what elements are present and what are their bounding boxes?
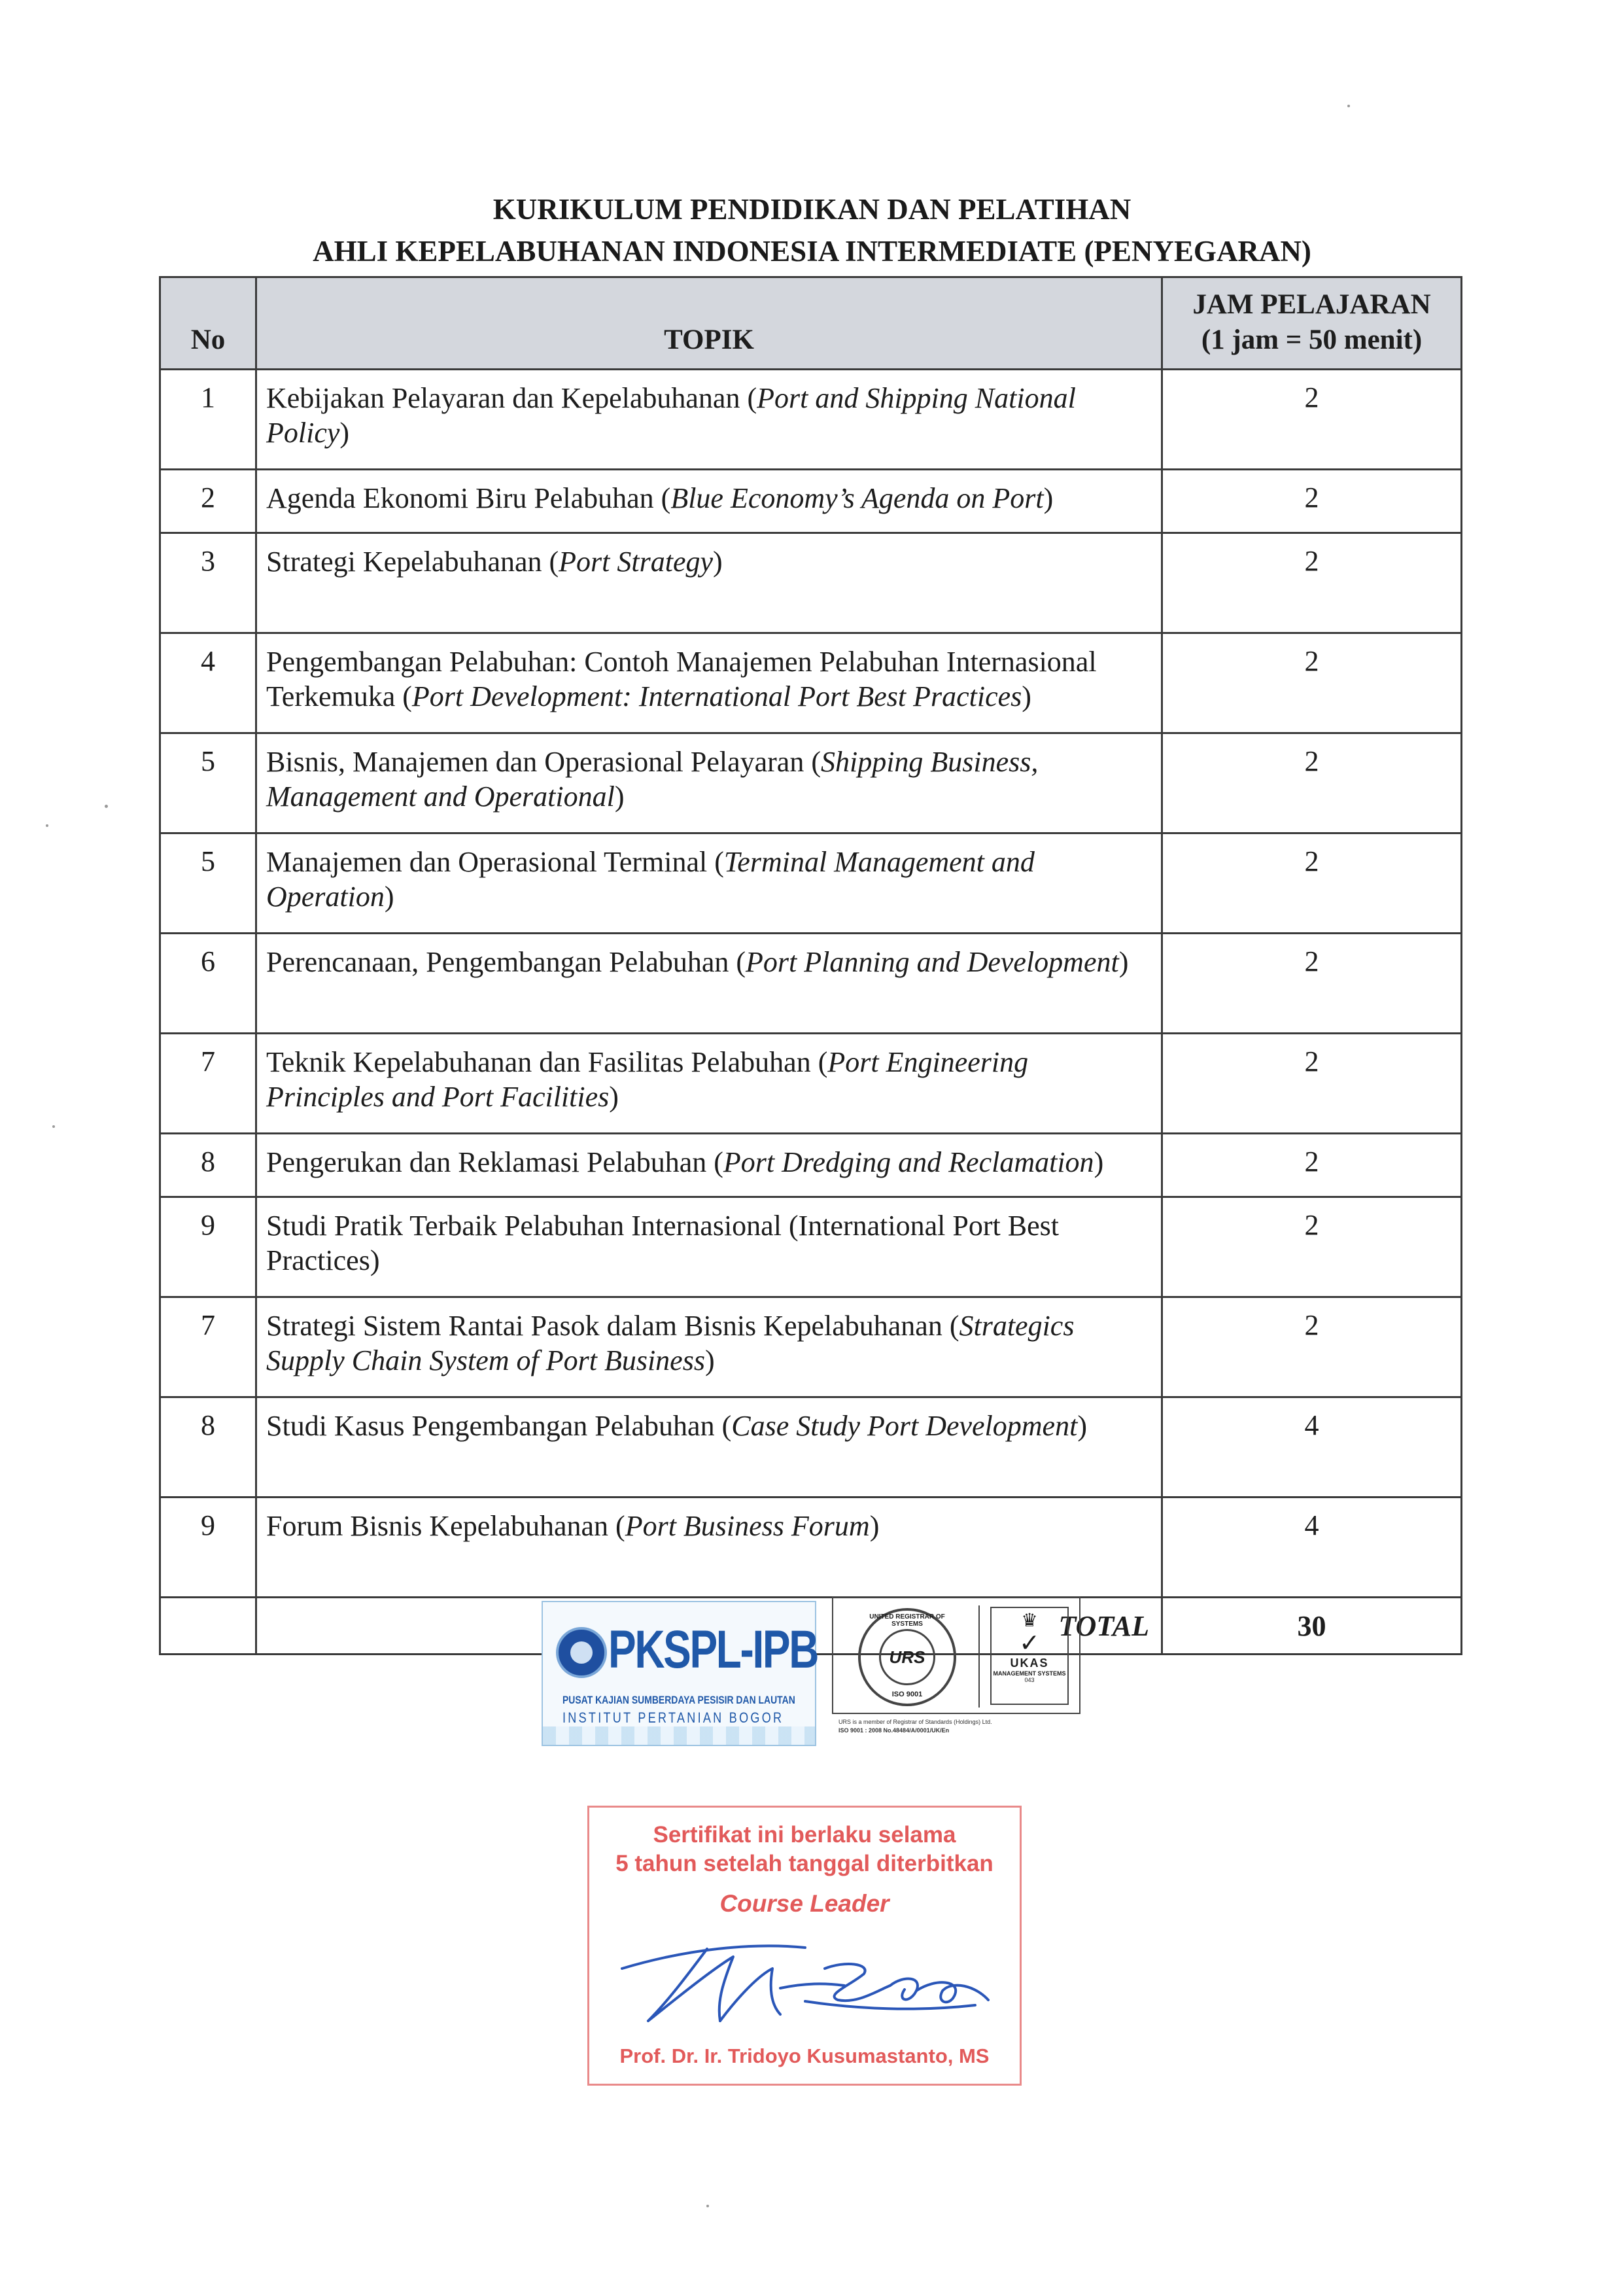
row-topic (256, 533, 1162, 633)
topic-english: Port Business Forum (625, 1510, 870, 1542)
row-no: 1 (160, 370, 256, 470)
topic-close: ) (1094, 1146, 1104, 1178)
table-row (160, 1397, 1462, 1498)
topic-text: Studi Pratik Terbaik Pelabuhan Internasional (International Port Best Practices) (266, 1210, 1059, 1276)
topic-text: Agenda Ekonomi Biru Pelabuhan ( (266, 482, 671, 514)
topic-english: Port Engineering Principles and Port Facilities (266, 1046, 1029, 1113)
table-row (160, 934, 1462, 1034)
row-jam: 2 (1162, 370, 1462, 470)
scan-speck (1347, 105, 1350, 107)
row-topic (256, 1034, 1162, 1134)
row-topic (256, 633, 1162, 733)
topic-english: Case Study Port Development (731, 1410, 1078, 1442)
topic-close: ) (339, 417, 350, 449)
urs-caption (838, 1718, 1087, 1735)
urs-iso-text: ISO 9001 (891, 1691, 923, 1698)
row-topic (256, 1197, 1162, 1297)
topic-text: Pengerukan dan Reklamasi Pelabuhan ( (266, 1146, 723, 1178)
row-no: 7 (160, 1297, 256, 1397)
logo-divider (978, 1605, 980, 1708)
urs-core-text: URS (879, 1629, 935, 1685)
table-row (160, 833, 1462, 934)
header-no: No (160, 277, 256, 370)
row-jam: 2 (1162, 1197, 1462, 1297)
topic-text: Forum Bisnis Kepelabuhanan ( (266, 1510, 625, 1542)
total-value: 30 (1162, 1598, 1462, 1655)
header-jam-line1: JAM PELAJARAN (1192, 289, 1431, 320)
pkspl-logo-subtitle: PUSAT KAJIAN SUMBERDAYA PESISIR DAN LAUTAN (562, 1694, 795, 1706)
row-no: 9 (160, 1197, 256, 1297)
topic-close: ) (1118, 946, 1129, 978)
row-topic (256, 934, 1162, 1034)
topic-close: ) (713, 546, 723, 578)
header-topik: TOPIK (256, 277, 1162, 370)
ukas-word: UKAS (1010, 1656, 1049, 1670)
row-no: 8 (160, 1397, 256, 1498)
crown-icon: ♛ (1021, 1610, 1038, 1630)
row-topic (256, 1498, 1162, 1598)
table-row (160, 733, 1462, 833)
topic-english: Port Dredging and Reclamation (723, 1146, 1094, 1178)
topic-english: Strategics Supply Chain System of Port Business (266, 1310, 1075, 1376)
table-row (160, 1297, 1462, 1397)
document-title (0, 188, 1624, 272)
scan-speck (52, 1125, 55, 1128)
table-row (160, 1134, 1462, 1197)
table-row (160, 370, 1462, 470)
stamp-validity-line2: 5 tahun setelah tanggal diterbitkan (615, 1851, 993, 1876)
header-jam (1162, 277, 1462, 370)
urs-ring-text: UNITED REGISTRAR OF SYSTEMS (869, 1613, 945, 1628)
scan-speck (46, 824, 48, 827)
checkmark-icon: ✓ (1019, 1630, 1040, 1657)
row-jam: 2 (1162, 633, 1462, 733)
row-no: 5 (160, 833, 256, 934)
table-row (160, 633, 1462, 733)
topic-close: ) (704, 1344, 715, 1376)
topic-text: Bisnis, Manajemen dan Operasional Pelayaran ( (266, 746, 821, 778)
row-no: 3 (160, 533, 256, 633)
certificate-stamp (587, 1806, 1022, 2086)
topic-close: ) (384, 881, 394, 913)
stamp-role: Course Leader (719, 1890, 890, 1917)
curriculum-table (159, 276, 1462, 1655)
topic-english: Blue Economy’s Agenda on Port (670, 482, 1044, 514)
row-jam: 2 (1162, 833, 1462, 934)
row-topic (256, 1297, 1162, 1397)
row-no: 4 (160, 633, 256, 733)
total-empty-cell (160, 1598, 256, 1655)
topic-close: ) (1077, 1410, 1087, 1442)
topic-english: Terminal Management and Operation (266, 846, 1035, 913)
topic-text: Manajemen dan Operasional Terminal ( (266, 846, 724, 878)
topic-close: ) (609, 1081, 619, 1113)
topic-close: ) (1022, 680, 1031, 712)
row-no: 7 (160, 1034, 256, 1134)
row-jam: 2 (1162, 1297, 1462, 1397)
signature-icon (609, 1923, 1008, 2034)
row-no: 9 (160, 1498, 256, 1598)
urs-caption-line2: ISO 9001 : 2008 No.48484/A/0001/UK/En (838, 1727, 950, 1734)
row-topic (256, 370, 1162, 470)
ukas-number: 043 (1024, 1677, 1035, 1683)
row-topic (256, 733, 1162, 833)
row-no: 2 (160, 470, 256, 533)
row-topic (256, 1134, 1162, 1197)
total-label: TOTAL (256, 1598, 1162, 1655)
row-jam: 2 (1162, 470, 1462, 533)
pkspl-logo-name: PKSPL-IPB (608, 1620, 818, 1679)
topic-english: Port Development: International Port Best Practices (411, 680, 1022, 712)
table-header-row (160, 277, 1462, 370)
title-line-1: KURIKULUM PENDIDIKAN DAN PELATIHAN (492, 193, 1132, 226)
topic-close: ) (614, 780, 625, 813)
topic-close: ) (869, 1510, 880, 1542)
row-no: 5 (160, 733, 256, 833)
row-jam: 2 (1162, 934, 1462, 1034)
topic-text: Kebijakan Pelayaran dan Kepelabuhanan ( (266, 382, 757, 414)
topic-text: Perencanaan, Pengembangan Pelabuhan ( (266, 946, 746, 978)
row-jam: 2 (1162, 1134, 1462, 1197)
topic-text: Teknik Kepelabuhanan dan Fasilitas Pelabuhan ( (266, 1046, 828, 1078)
scan-speck (706, 2205, 709, 2207)
pkspl-ipb-logo (542, 1601, 816, 1746)
table-row (160, 1034, 1462, 1134)
table-row (160, 470, 1462, 533)
title-line-2: AHLI KEPELABUHANAN INDONESIA INTERMEDIATE (PENYEGARAN) (313, 235, 1311, 268)
topic-close: ) (1043, 482, 1054, 514)
row-jam: 2 (1162, 733, 1462, 833)
row-no: 6 (160, 934, 256, 1034)
urs-seal-icon (858, 1608, 956, 1706)
topic-english: Port and Shipping National Policy (266, 382, 1076, 449)
wave-decoration (543, 1726, 815, 1745)
topic-text: Strategi Kepelabuhanan ( (266, 546, 559, 578)
table-row (160, 533, 1462, 633)
row-jam: 2 (1162, 533, 1462, 633)
ukas-subtitle: MANAGEMENT SYSTEMS (993, 1670, 1066, 1677)
ipb-seal-icon (556, 1627, 607, 1678)
topic-text: Pengembangan Pelabuhan: Contoh Manajemen Pelabuhan Internasional Terkemuka ( (266, 646, 1097, 712)
row-topic (256, 470, 1162, 533)
topic-text: Studi Kasus Pengembangan Pelabuhan ( (266, 1410, 732, 1442)
row-topic (256, 1397, 1162, 1498)
topic-english: Port Planning and Development (746, 946, 1119, 978)
urs-ukas-logo (832, 1596, 1080, 1714)
header-jam-line2: (1 jam = 50 menit) (1201, 324, 1423, 355)
topic-text: Strategi Sistem Rantai Pasok dalam Bisnis Kepelabuhanan ( (266, 1310, 959, 1342)
pkspl-logo-institution: INSTITUT PERTANIAN BOGOR (562, 1709, 784, 1726)
row-no: 8 (160, 1134, 256, 1197)
topic-english: Shipping Business, Management and Operational (266, 746, 1039, 813)
table-row (160, 1498, 1462, 1598)
row-jam: 4 (1162, 1397, 1462, 1498)
stamp-validity-line1: Sertifikat ini berlaku selama (653, 1822, 956, 1848)
row-jam: 4 (1162, 1498, 1462, 1598)
row-topic (256, 833, 1162, 934)
row-jam: 2 (1162, 1034, 1462, 1134)
scan-speck (105, 805, 108, 808)
table-row (160, 1197, 1462, 1297)
urs-caption-line1: URS is a member of Registrar of Standards (Holdings) Ltd. (838, 1719, 992, 1725)
topic-english: Port Strategy (559, 546, 714, 578)
stamp-signatory-name: Prof. Dr. Ir. Tridoyo Kusumastanto, MS (619, 2044, 990, 2067)
ukas-mark (990, 1607, 1069, 1705)
